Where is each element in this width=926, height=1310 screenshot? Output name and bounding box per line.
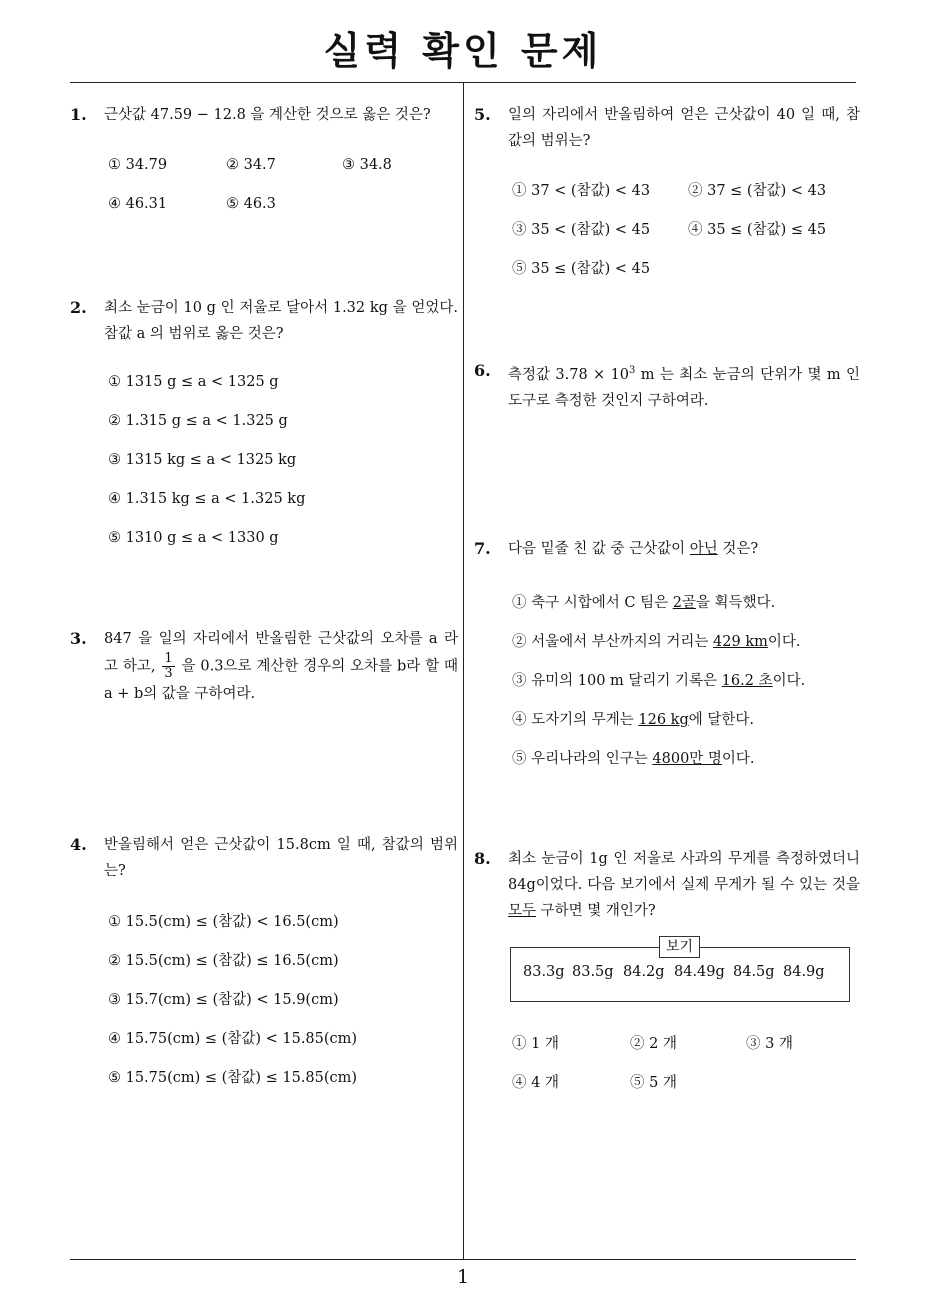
question-text: 일의 자리에서 반올림하여 얻은 근삿값이 40 일 때, 참값의 범위는? bbox=[508, 107, 860, 149]
option-1[interactable]: ① 축구 시합에서 C 팀은 2골을 획득했다. bbox=[512, 595, 776, 611]
question-text: 측정값 $3.78 \times 10^3$ m 는 최소 눈금의 단위가 몇 m 인 도구로 측정한 것인지 구하여라. bbox=[508, 365, 861, 409]
option-3[interactable]: ③ 15.7(cm) ≤ (참값) < 15.9(cm) bbox=[108, 992, 339, 1008]
question-text: 다음 밑줄 친 값 중 근삿값이 아닌 것은? bbox=[508, 541, 759, 557]
question-number: 8. bbox=[474, 849, 491, 868]
question-2 bbox=[70, 295, 458, 546]
option-2[interactable]: ② 37 ≤ (참값) < 43 bbox=[688, 183, 827, 199]
option-1[interactable]: ① 34.79 bbox=[108, 157, 168, 173]
example-value: 84.5g bbox=[733, 964, 775, 980]
option-2[interactable]: ② 34.7 bbox=[226, 157, 276, 173]
option-4[interactable]: ④ 1.315 kg ≤ a < 1.325 kg bbox=[108, 491, 306, 507]
question-text: 최소 눈금이 10 g 인 저울로 달아서 1.32 kg 을 얻었다. 참값 a 의 범위로 옳은 것은? bbox=[104, 300, 458, 342]
option-4[interactable]: ④ 15.75(cm) ≤ (참값) < 15.85(cm) bbox=[108, 1031, 358, 1047]
option-3[interactable]: ③ 유미의 100 m 달리기 기록은 16.2 초이다. bbox=[512, 673, 806, 689]
question-8 bbox=[474, 846, 860, 924]
fraction: $\frac{1}{3}$ bbox=[164, 651, 173, 681]
option-5[interactable]: ⑤ 35 ≤ (참값) < 45 bbox=[512, 261, 651, 277]
column-divider bbox=[463, 83, 464, 1260]
example-value: 84.2g bbox=[623, 964, 665, 980]
option-1[interactable]: ① 37 < (참값) < 43 bbox=[512, 183, 651, 199]
footer-divider bbox=[70, 1259, 856, 1260]
question-number: 2. bbox=[70, 298, 87, 317]
option-2[interactable]: ② 1.315 g ≤ a < 1.325 g bbox=[108, 413, 288, 429]
example-value: 84.49g bbox=[674, 964, 725, 980]
example-box bbox=[510, 939, 850, 1002]
question-4 bbox=[70, 832, 458, 1086]
question-5 bbox=[474, 102, 860, 277]
page-title: 실력 확인 문제 bbox=[323, 29, 603, 73]
option-5[interactable]: ⑤ 1310 g ≤ a < 1330 g bbox=[108, 530, 279, 546]
question-1 bbox=[70, 102, 458, 212]
option-5[interactable]: ⑤ 46.3 bbox=[226, 196, 276, 212]
question-8-options bbox=[512, 1032, 852, 1102]
question-number: 5. bbox=[474, 105, 491, 124]
example-box-label: 보기 bbox=[659, 936, 700, 958]
question-number: 1. bbox=[70, 105, 87, 124]
option-2[interactable]: ② 15.5(cm) ≤ (참값) ≤ 16.5(cm) bbox=[108, 953, 339, 969]
question-text: 최소 눈금이 1g 인 저울로 사과의 무게를 측정하였더니 84g이었다. 다음 보기에서 실제 무게가 될 수 있는 것을 모두 구하면 몇 개인가? bbox=[508, 851, 860, 919]
option-3[interactable]: ③ 3 개 bbox=[746, 1036, 793, 1052]
option-5[interactable]: ⑤ 15.75(cm) ≤ (참값) ≤ 15.85(cm) bbox=[108, 1070, 358, 1086]
example-value: 83.5g bbox=[572, 964, 614, 980]
option-5[interactable]: ⑤ 우리나라의 인구는 4800만 명이다. bbox=[512, 751, 755, 767]
example-value: 83.3g bbox=[523, 964, 565, 980]
option-3[interactable]: ③ 34.8 bbox=[342, 157, 392, 173]
option-1[interactable]: ① 1 개 bbox=[512, 1036, 559, 1052]
example-value: 84.9g bbox=[783, 964, 825, 980]
question-text: 847 을 일의 자리에서 반올림한 근삿값의 오차를 a 라 고 하고, $\frac{1}{3}$ 을 0.3으로 계산한 경우의 오차를 b라 할 때 a + b의 값을 구하여라. bbox=[104, 631, 459, 702]
question-number: 3. bbox=[70, 629, 87, 648]
question-number: 4. bbox=[70, 835, 87, 854]
option-3[interactable]: ③ 1315 kg ≤ a < 1325 kg bbox=[108, 452, 297, 468]
option-2[interactable]: ② 2 개 bbox=[630, 1036, 677, 1052]
question-number: 7. bbox=[474, 539, 491, 558]
question-text: 근삿값 47.59 − 12.8 을 계산한 것으로 옳은 것은? bbox=[104, 107, 431, 123]
question-3 bbox=[70, 626, 458, 707]
option-2[interactable]: ② 서울에서 부산까지의 거리는 429 km이다. bbox=[512, 634, 801, 650]
page-number: 1 bbox=[456, 1266, 470, 1288]
question-number: 6. bbox=[474, 361, 491, 380]
option-1[interactable]: ① 1315 g ≤ a < 1325 g bbox=[108, 374, 279, 390]
option-4[interactable]: ④ 도자기의 무게는 126 kg에 달한다. bbox=[512, 712, 754, 728]
option-5[interactable]: ⑤ 5 개 bbox=[630, 1075, 677, 1091]
option-1[interactable]: ① 15.5(cm) ≤ (참값) < 16.5(cm) bbox=[108, 914, 339, 930]
option-3[interactable]: ③ 35 < (참값) < 45 bbox=[512, 222, 651, 238]
question-7 bbox=[474, 536, 860, 767]
question-6 bbox=[474, 358, 860, 414]
question-text: 반올림해서 얻은 근삿값이 15.8cm 일 때, 참값의 범위는? bbox=[104, 837, 458, 879]
option-4[interactable]: ④ 4 개 bbox=[512, 1075, 559, 1091]
option-4[interactable]: ④ 35 ≤ (참값) ≤ 45 bbox=[688, 222, 827, 238]
option-4[interactable]: ④ 46.31 bbox=[108, 196, 168, 212]
